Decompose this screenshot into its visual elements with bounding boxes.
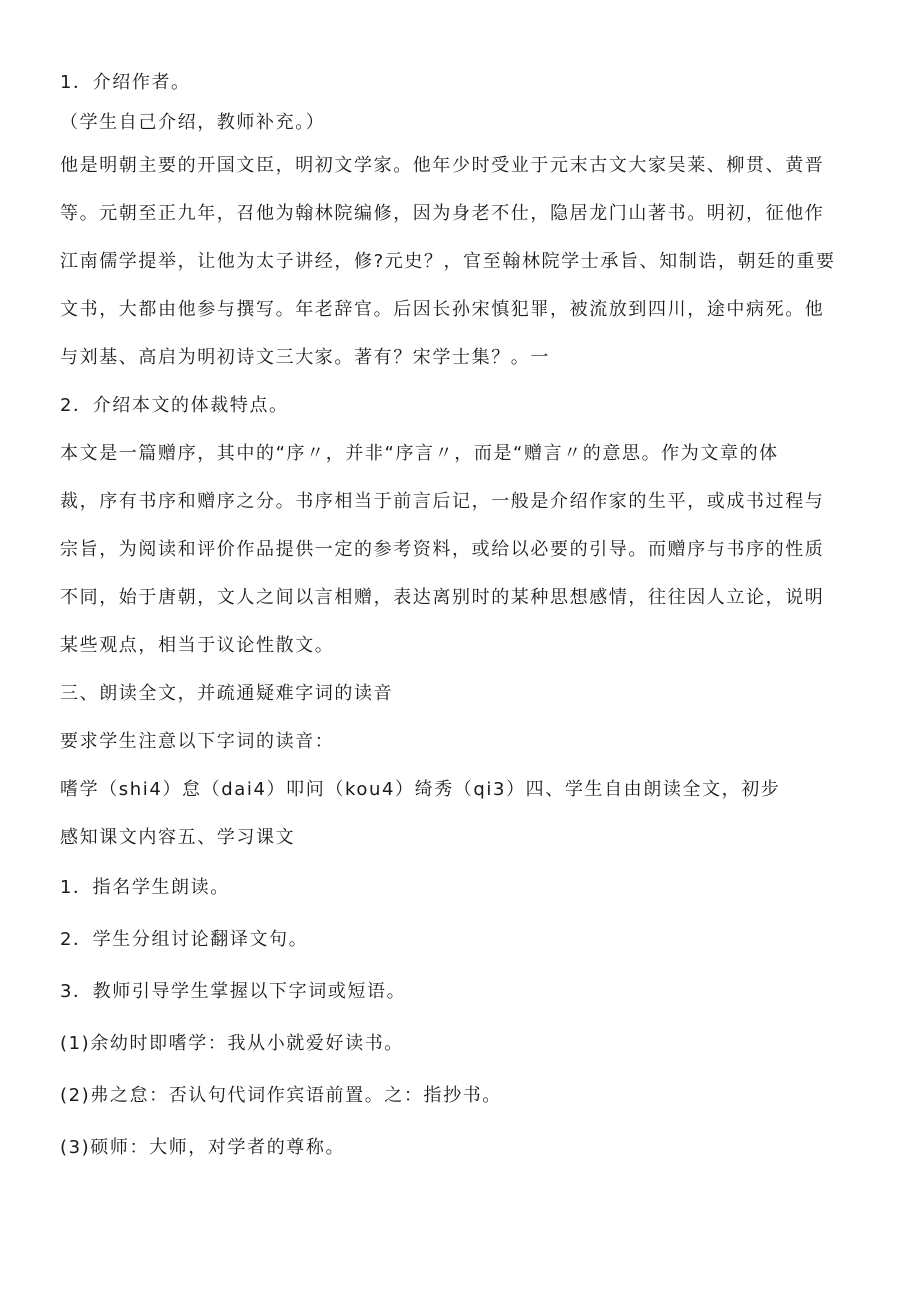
paragraph-line: 嗜学（shi4）怠（dai4）叩问（kou4）绮秀（qi3）四、学生自由朗读全文，初步 <box>60 779 781 800</box>
steps-list <box>60 862 860 1018</box>
paragraph-line: 本文是一篇赠序，其中的“序〃，并非“序言〃，而是“赠言〃的意思。作为文章的体 <box>60 443 779 464</box>
paragraph-line: 裁，序有书序和赠序之分。书序相当于前言后记，一般是介绍作家的生平，或成书过程与 <box>60 491 825 512</box>
paragraph-line: 等。元朝至正九年，召他为翰林院编修，因为身老不仕，隐居龙门山著书。明初，征他作 <box>60 203 825 224</box>
genre-paragraph <box>60 430 860 670</box>
glossary-item: (1)余幼时即嗜学：我从小就爱好读书。 <box>60 1033 404 1054</box>
paragraph-line: 宗旨，为阅读和评价作品提供一定的参考资料，或给以必要的引导。而赠序与书序的性质 <box>60 539 825 560</box>
section1-note: （学生自己介绍，教师补充。） <box>60 112 326 133</box>
document-page <box>60 66 860 1174</box>
glossary-item: (3)硕师：大师，对学者的尊称。 <box>60 1137 346 1158</box>
section3-heading: 三、朗读全文，并疏通疑难字词的读音 <box>60 683 394 704</box>
author-intro-paragraph <box>60 142 860 382</box>
paragraph-line: 某些观点，相当于议论性散文。 <box>60 635 335 656</box>
paragraph-line: 他是明朝主要的开国文臣，明初文学家。他年少时受业于元末古文大家吴莱、柳贯、黄晋 <box>60 155 825 176</box>
glossary-item: (2)弗之怠：否认句代词作宾语前置。之：指抄书。 <box>60 1085 502 1106</box>
paragraph-line: 感知课文内容五、学习课文 <box>60 827 296 848</box>
step-item: 3．教师引导学生掌握以下字词或短语。 <box>60 981 407 1002</box>
glossary-list <box>60 1018 860 1174</box>
section3-intro: 要求学生注意以下字词的读音： <box>60 731 335 752</box>
step-item: 2．学生分组讨论翻译文句。 <box>60 929 309 950</box>
paragraph-line: 与刘基、高启为明初诗文三大家。著有？宋学士集？。一 <box>60 347 550 368</box>
paragraph-line: 文书，大都由他参与撰写。年老辞官。后因长孙宋慎犯罪，被流放到四川，途中病死。他 <box>60 299 825 320</box>
section2-heading: 2．介绍本文的体裁特点。 <box>60 395 289 416</box>
step-item: 1．指名学生朗读。 <box>60 877 230 898</box>
paragraph-line: 江南儒学提举，让他为太子讲经，修?元史？，官至翰林院学士承旨、知制诰，朝廷的重要 <box>60 251 836 272</box>
paragraph-line: 不同，始于唐朝，文人之间以言相赠，表达离别时的某种思想感情，往往因人立论，说明 <box>60 587 825 608</box>
pronunciation-paragraph <box>60 766 860 862</box>
section1-heading: 1．介绍作者。 <box>60 72 191 93</box>
